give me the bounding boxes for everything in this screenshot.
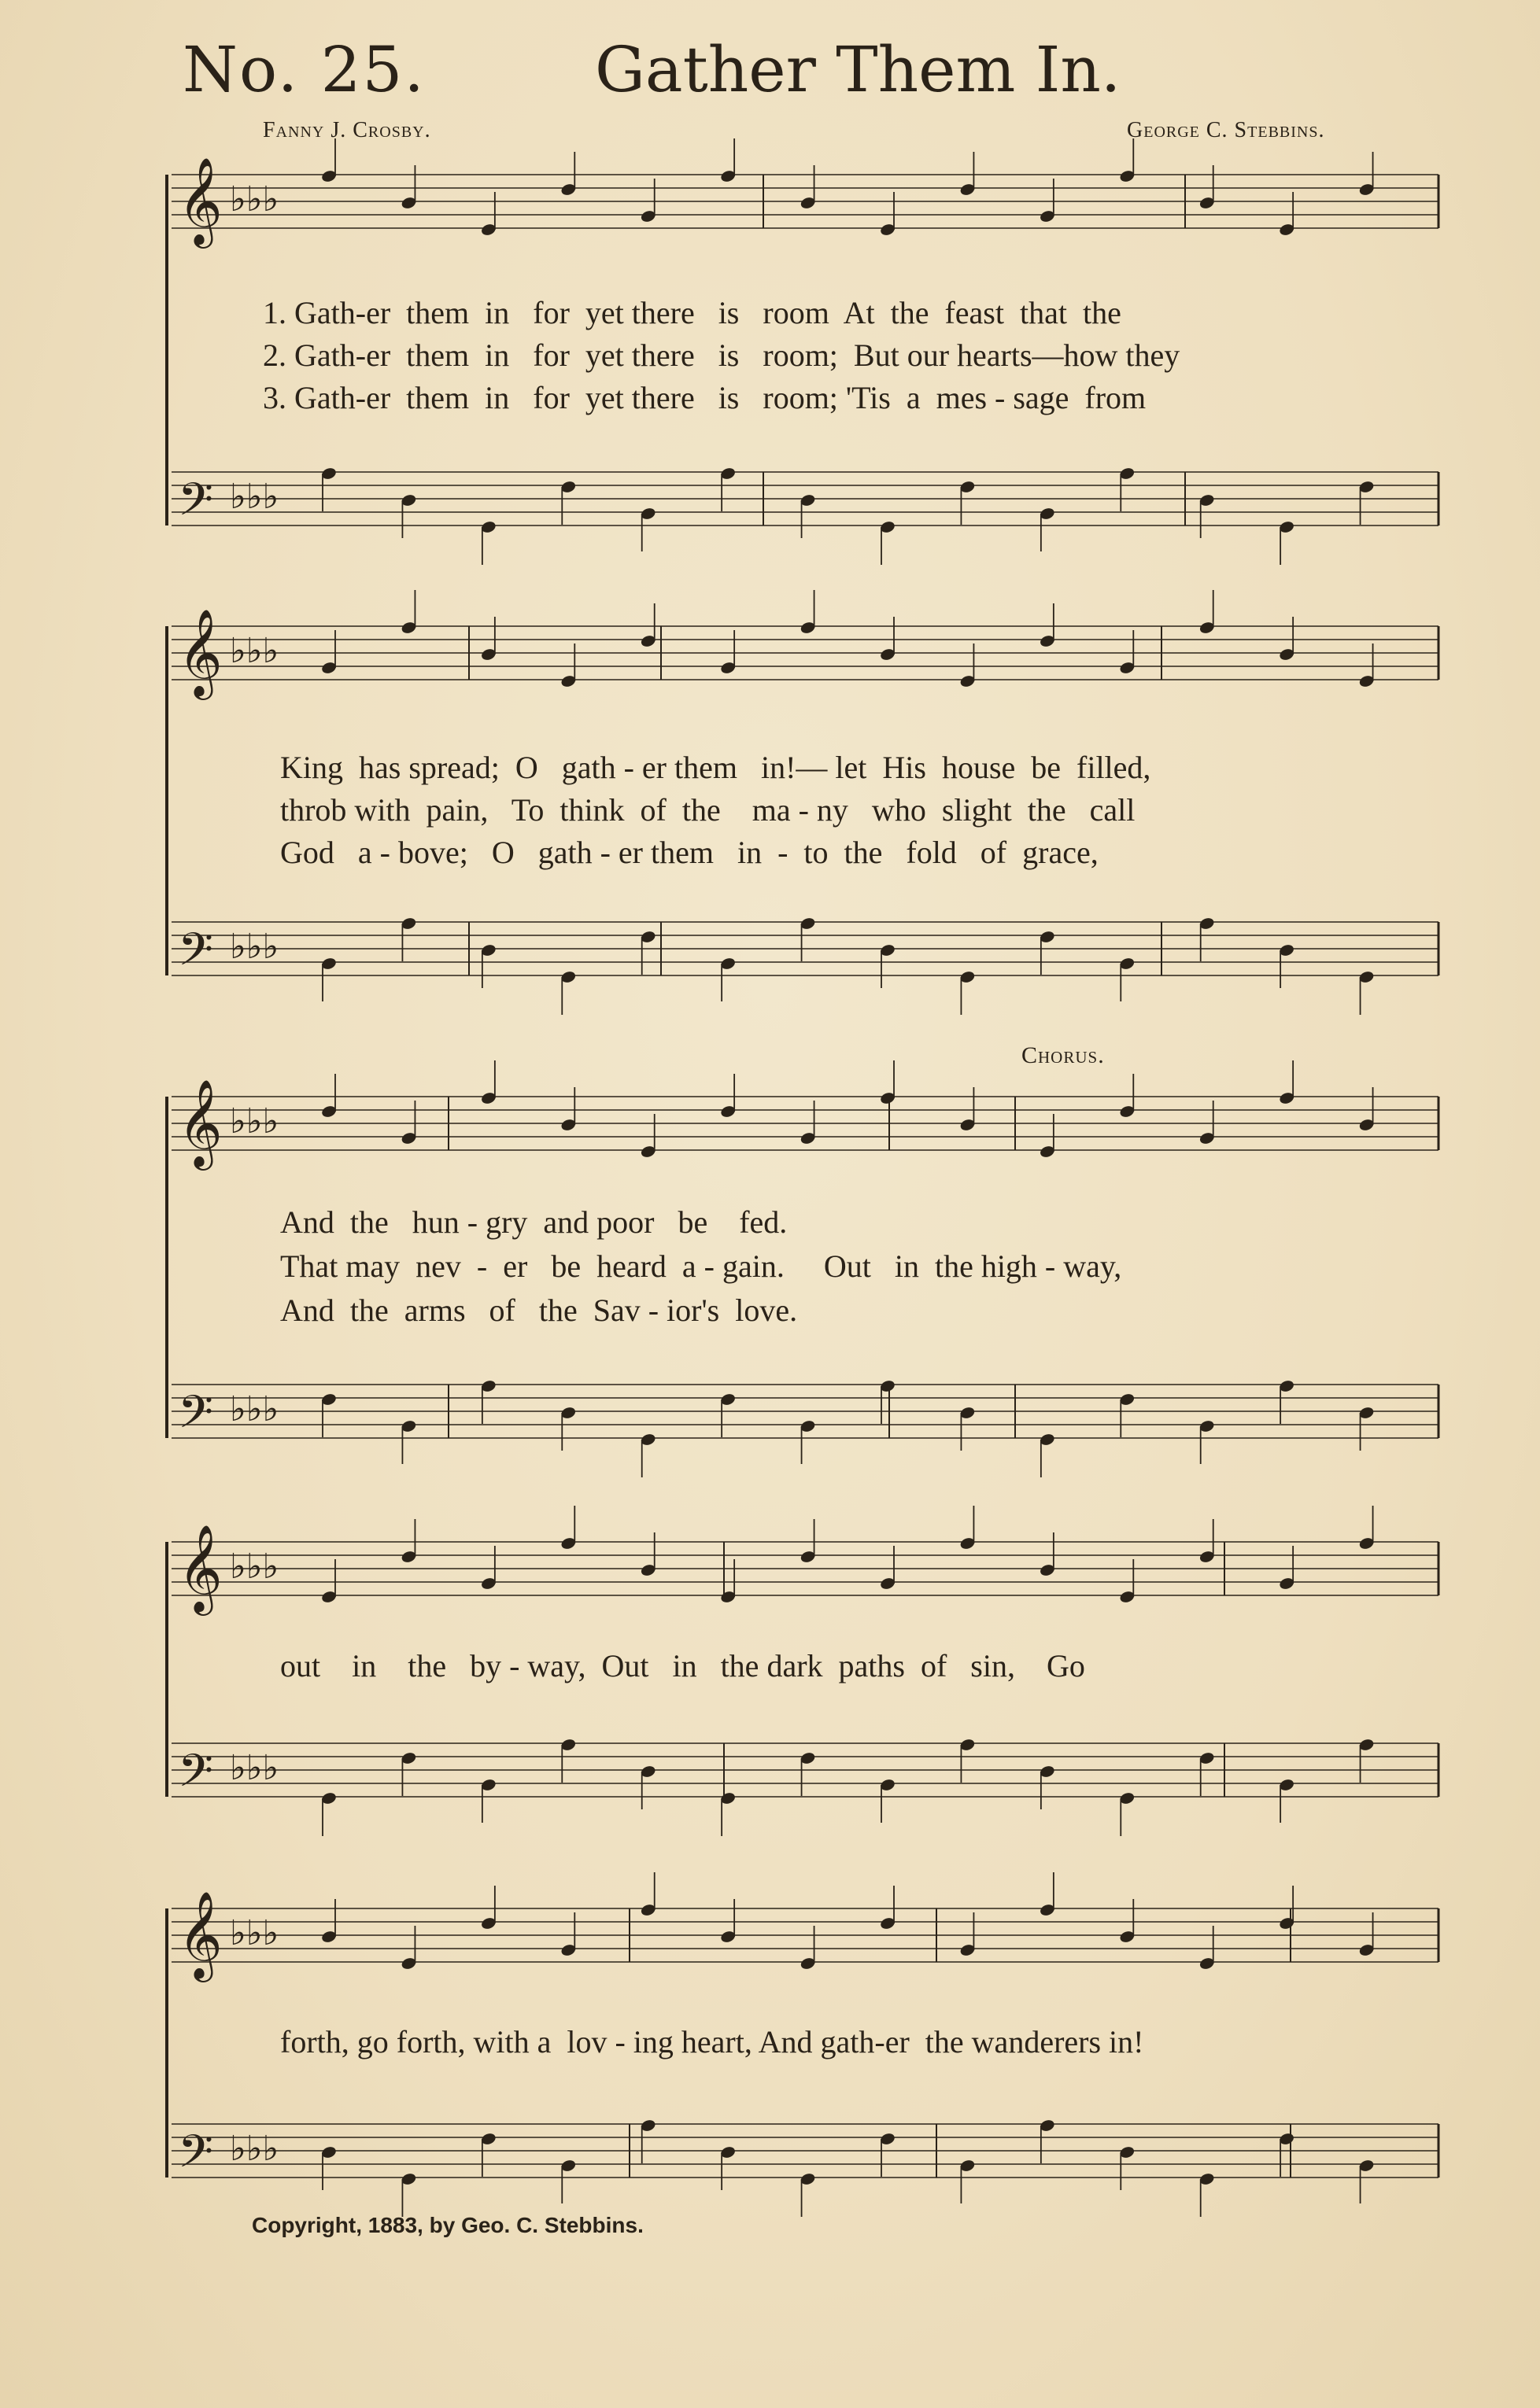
treble-clef-icon: 𝄞 bbox=[178, 1079, 223, 1167]
key-signature-flats-icon: ♭♭♭ bbox=[230, 631, 279, 671]
copyright-notice: Copyright, 1883, by Geo. C. Stebbins. bbox=[252, 2213, 644, 2237]
lyric-chorus-line2: forth, go forth, with a lov - ing heart, And gath-er the wanderers in! bbox=[280, 2024, 1144, 2060]
key-signature-flats-icon: ♭♭♭ bbox=[230, 2129, 279, 2169]
treble-clef-icon: 𝄞 bbox=[178, 1890, 223, 1978]
hymn-title: Gather Them In. bbox=[595, 33, 1121, 106]
key-signature-flats-icon: ♭♭♭ bbox=[230, 1389, 279, 1429]
bass-clef-icon: 𝄢 bbox=[178, 923, 214, 987]
lyric-verse2-line2: throb with pain, To think of the ma - ny who slight the call bbox=[280, 792, 1136, 828]
lyric-verse1-line2: King has spread; O gath - er them in!— let His house be filled, bbox=[280, 750, 1151, 785]
key-signature-flats-icon: ♭♭♭ bbox=[230, 1547, 279, 1587]
treble-clef-icon: 𝄞 bbox=[178, 1524, 223, 1612]
chorus-label: Chorus. bbox=[1021, 1042, 1105, 1068]
bass-clef-icon: 𝄢 bbox=[178, 1744, 214, 1809]
lyric-verse1-line1: 1. Gath-er them in for yet there is room At the feast that the bbox=[263, 295, 1121, 330]
hymn-number: No. 25. bbox=[183, 33, 426, 106]
lyric-verse3-line2: God a - bove; O gath - er them in - to the fold of grace, bbox=[280, 835, 1099, 870]
lyric-verse3-line3: And the arms of the Sav - ior's love. bbox=[280, 1293, 798, 1328]
lyric-verse2-line3: That may nev - er be heard a - gain. Out in the high - way, bbox=[280, 1248, 1122, 1284]
lyric-verse3-line1: 3. Gath-er them in for yet there is room; 'Tis a mes - sage from bbox=[263, 380, 1147, 415]
treble-clef-icon: 𝄞 bbox=[178, 157, 223, 245]
key-signature-flats-icon: ♭♭♭ bbox=[230, 1748, 279, 1788]
key-signature-flats-icon: ♭♭♭ bbox=[230, 179, 279, 219]
treble-clef-icon: 𝄞 bbox=[178, 608, 223, 696]
bass-clef-icon: 𝄢 bbox=[178, 2125, 214, 2189]
author-credit: Fanny J. Crosby. bbox=[263, 118, 431, 142]
bass-clef-icon: 𝄢 bbox=[178, 473, 214, 537]
composer-credit: George C. Stebbins. bbox=[1127, 118, 1325, 142]
key-signature-flats-icon: ♭♭♭ bbox=[230, 477, 279, 517]
bass-clef-icon: 𝄢 bbox=[178, 1385, 214, 1450]
key-signature-flats-icon: ♭♭♭ bbox=[230, 1913, 279, 1953]
key-signature-flats-icon: ♭♭♭ bbox=[230, 1101, 279, 1141]
lyric-verse1-line3: And the hun - gry and poor be fed. bbox=[280, 1204, 788, 1240]
lyric-verse2-line1: 2. Gath-er them in for yet there is room; But our hearts—how they bbox=[263, 337, 1180, 373]
key-signature-flats-icon: ♭♭♭ bbox=[230, 927, 279, 967]
lyric-chorus-line1: out in the by - way, Out in the dark paths of sin, Go bbox=[280, 1648, 1085, 1683]
